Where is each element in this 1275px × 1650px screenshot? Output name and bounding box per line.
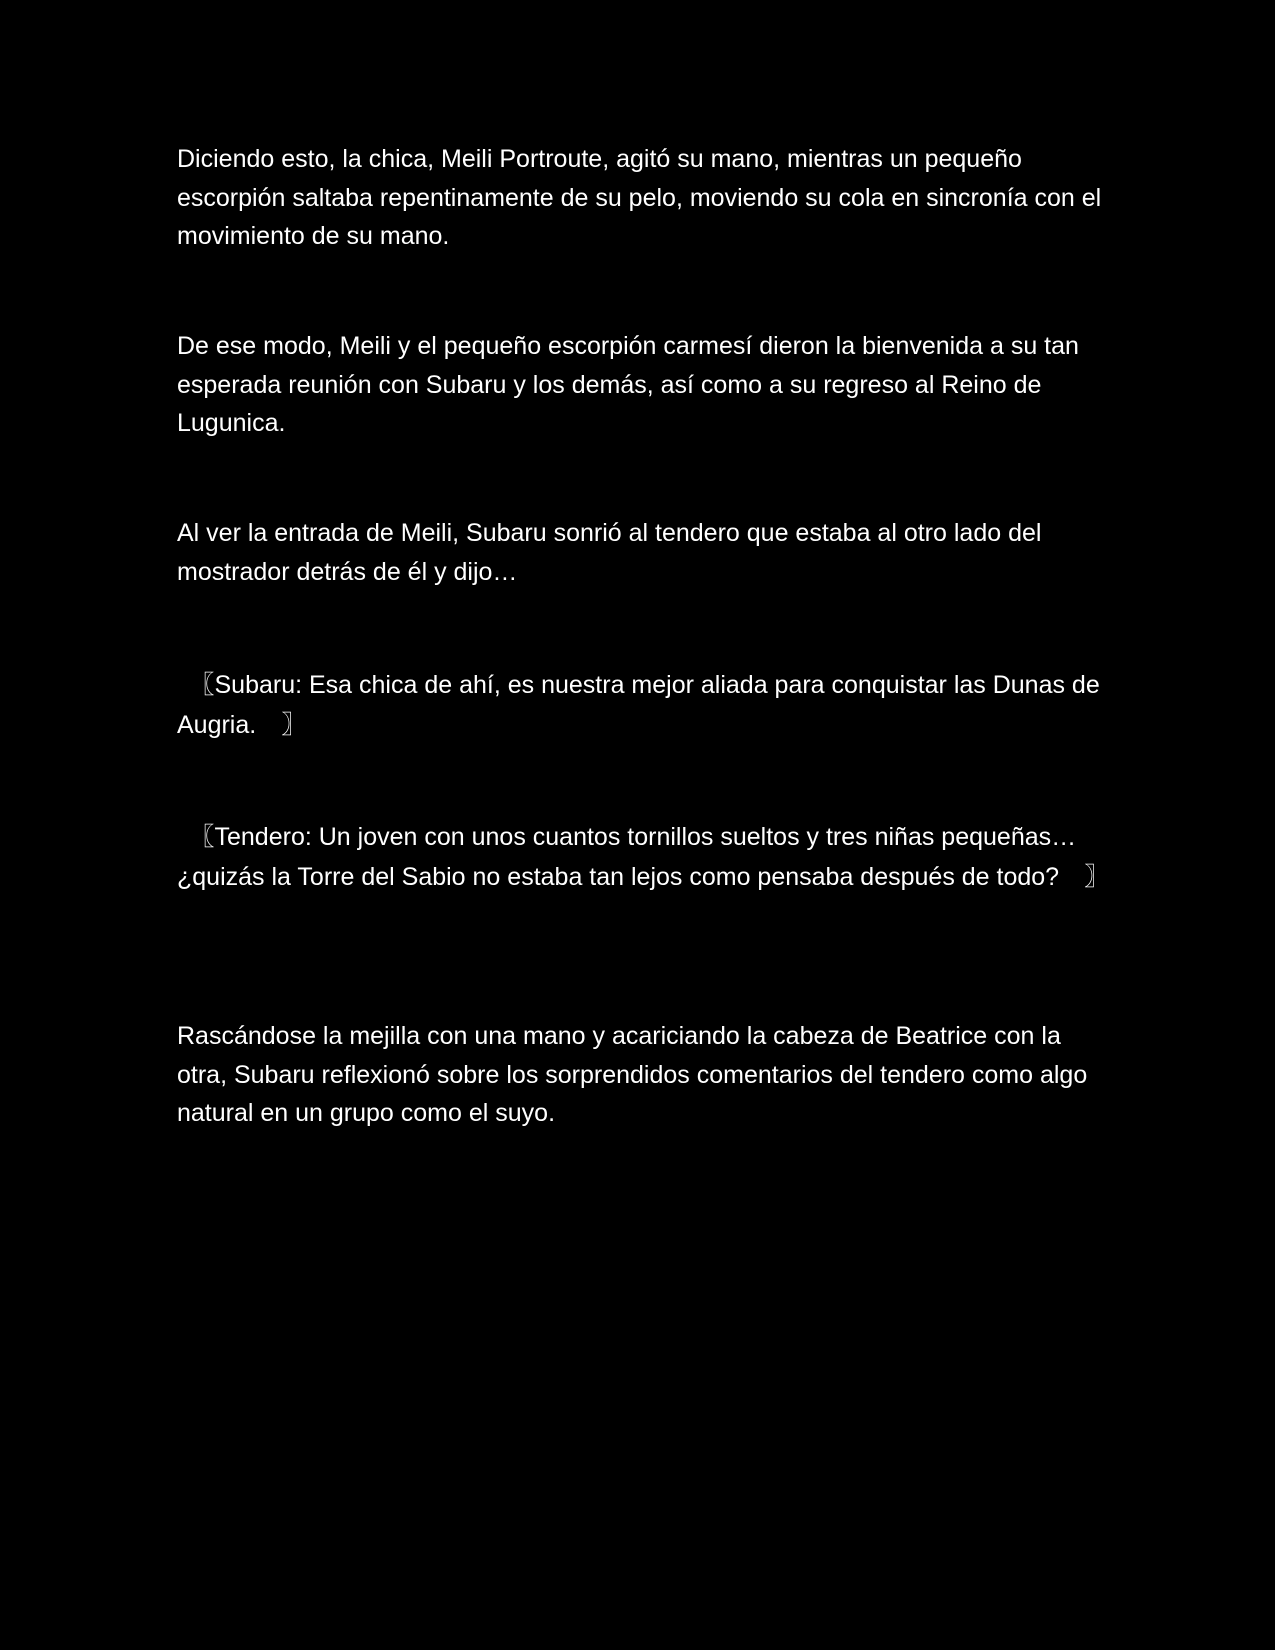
paragraph-2: De ese modo, Meili y el pequeño escorpión carmesí dieron la bienvenida a su tan esperada reunión con Subaru y los demás, así como a su regreso al Reino de Lugunica. <box>177 332 1079 437</box>
paragraph-6: Rascándose la mejilla con una mano y acariciando la cabeza de Beatrice con la otra, Subaru reflexionó sobre los sorprendidos comentarios del tendero como algo natural en un grupo como el suyo. <box>177 1022 1088 1127</box>
paragraph-3: Al ver la entrada de Meili, Subaru sonrió al tendero que estaba al otro lado del mostrador detrás de él y dijo… <box>177 519 1042 586</box>
paragraph-1: Diciendo esto, la chica, Meili Portroute, agitó su mano, mientras un pequeño escorpión saltaba repentinamente de su pelo, moviendo su cola en sincronía con el movimiento de su mano. <box>177 145 1102 250</box>
dialogue-subaru: 〖Subaru: Esa chica de ahí, es nuestra mejor aliada para conquistar las Dunas de Augria. 〗 <box>177 671 1100 739</box>
dialogue-tendero: 〖Tendero: Un joven con unos cuantos tornillos sueltos y tres niñas pequeñas… ¿quizás la Torre del Sabio no estaba tan lejos como pensaba después de todo? 〗 <box>177 823 1110 891</box>
